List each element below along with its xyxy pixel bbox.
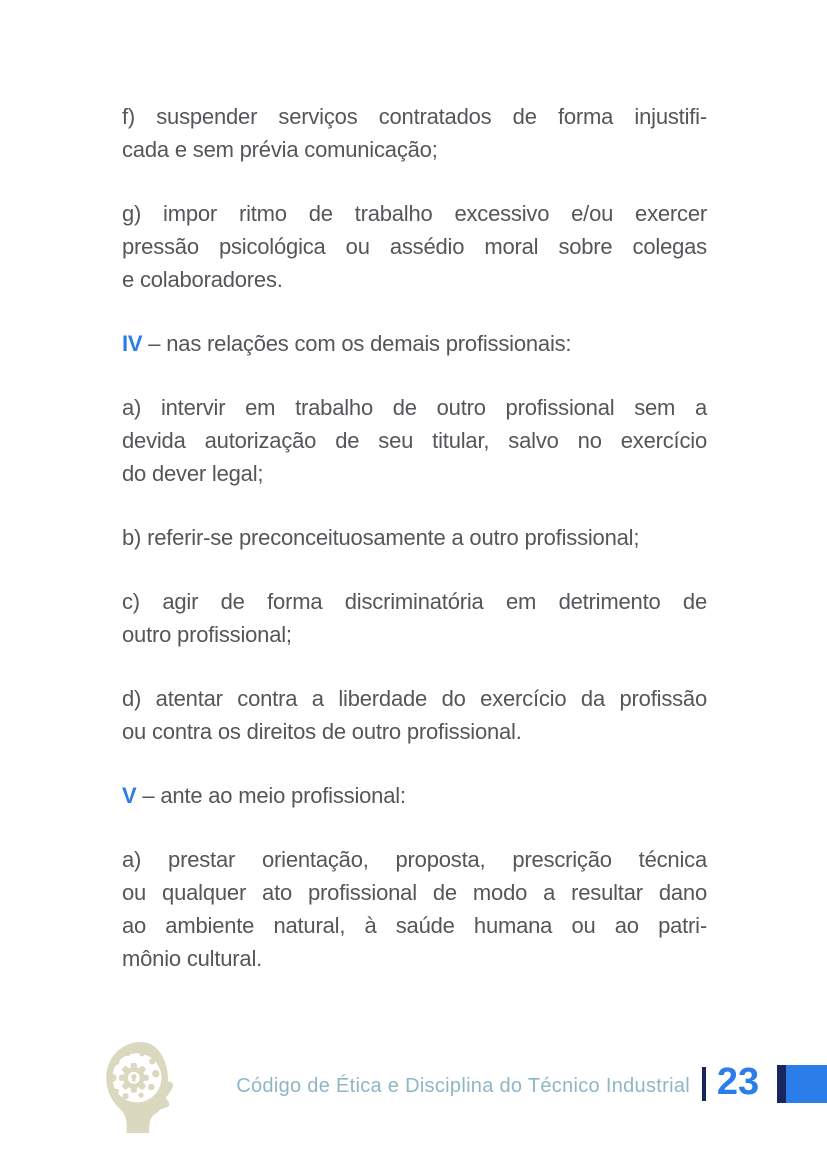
- text-line: g) impor ritmo de trabalho excessivo e/ou exercer: [122, 201, 707, 226]
- text-line: devida autorização de seu titular, salvo no exercício: [122, 428, 707, 453]
- text-line: cada e sem prévia comunicação;: [122, 137, 438, 162]
- paragraph: [122, 682, 707, 748]
- section-numeral: V: [122, 783, 137, 808]
- text-line: b) referir-se preconceituosamente a outro profissional;: [122, 525, 640, 550]
- footer-divider-bar: [702, 1067, 706, 1101]
- text-line: ao ambiente natural, à saúde humana ou ao patri-: [122, 913, 707, 938]
- text-line: do dever legal;: [122, 461, 264, 486]
- text-line: c) agir de forma discriminatória em detrimento de: [122, 589, 707, 614]
- text-line: pressão psicológica ou assédio moral sobre colegas: [122, 234, 707, 259]
- text-line: mônio cultural.: [122, 946, 263, 971]
- text-line: outro profissional;: [122, 622, 292, 647]
- paragraph: [122, 521, 707, 554]
- paragraph: [122, 197, 707, 296]
- paragraph: [122, 585, 707, 651]
- text-line: a) prestar orientação, proposta, prescrição técnica: [122, 847, 707, 872]
- section-heading: [122, 327, 707, 360]
- page-footer: [0, 1038, 827, 1138]
- paragraph: [122, 100, 707, 166]
- text-line: ou contra os direitos de outro profissional.: [122, 719, 522, 744]
- section-heading: [122, 779, 707, 812]
- section-numeral: IV: [122, 331, 143, 356]
- text-line: e colaboradores.: [122, 267, 283, 292]
- footer-title: Código de Ética e Disciplina do Técnico Industrial: [236, 1075, 690, 1097]
- text-line: d) atentar contra a liberdade do exercício da profissão: [122, 686, 707, 711]
- text-line: ou qualquer ato profissional de modo a resultar dano: [122, 880, 707, 905]
- text-line: a) intervir em trabalho de outro profissional sem a: [122, 395, 707, 420]
- page-number: 23: [716, 1061, 760, 1103]
- footer-edge-bar-navy: [777, 1065, 786, 1103]
- footer-edge-rect-blue: [786, 1065, 827, 1103]
- section-heading-text: – nas relações com os demais profissionais:: [142, 331, 572, 356]
- page-content: [122, 0, 707, 1006]
- paragraph: [122, 391, 707, 490]
- section-heading-text: – ante ao meio profissional:: [136, 783, 406, 808]
- text-line: f) suspender serviços contratados de forma injustifi-: [122, 104, 707, 129]
- paragraph: [122, 843, 707, 975]
